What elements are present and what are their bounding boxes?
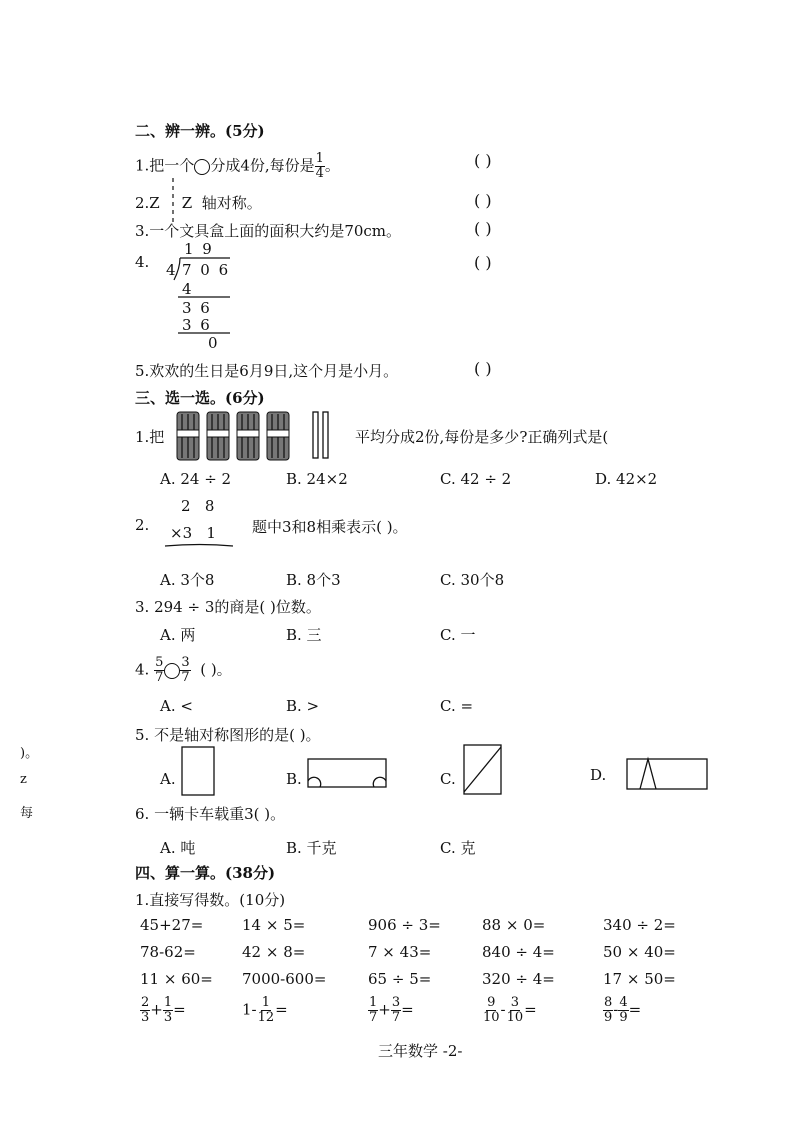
s3-q1-option-c[interactable]: C. 42 ÷ 2 [440, 470, 512, 488]
s3-q6-text: 6. 一辆卡车载重3( )。 [135, 805, 286, 823]
calc-frac-1: $\frac{2}{3}$ + $\frac{1}{3}$ = [141, 995, 186, 1025]
s3-q5-option-d[interactable]: D. [590, 766, 607, 784]
s3-q3-option-b[interactable]: B. 三 [286, 626, 322, 644]
calc-r3-c4: 320 ÷ 4= [482, 970, 555, 988]
calc-r1-c1: 45+27= [140, 916, 204, 934]
s3-q4: 4. $\frac{5}{7}$ $\frac{3}{7}$ ( )。 [135, 655, 232, 685]
multiplication-bottom: ×3 1 [170, 524, 216, 542]
s3-q5-option-a[interactable]: A. [160, 770, 176, 788]
division-step-3: 3 6 [182, 316, 212, 334]
s3-q1-option-b[interactable]: B. 24×2 [286, 470, 348, 488]
s3-q5-text: 5. 不是轴对称图形的是( )。 [135, 726, 321, 744]
calc-frac-4: $\frac{9}{10}$ - $\frac{3}{10}$ = [483, 995, 537, 1025]
s3-q6-option-c[interactable]: C. 克 [440, 839, 476, 857]
calc-r1-c4: 88 × 0= [482, 916, 546, 934]
symmetry-axis-dashed-line [168, 178, 178, 224]
section4-heading: 四、算一算。(38分) [135, 864, 276, 882]
margin-fragment-3: 每 [20, 806, 34, 821]
s3-q4-option-b[interactable]: B. > [286, 697, 320, 715]
shape-rectangle-triangle [626, 758, 708, 790]
circle-shape [194, 159, 210, 175]
calc-r1-c2: 14 × 5= [242, 916, 306, 934]
s2-question-5: 5.欢欢的生日是6月9日,这个月是小月。 [135, 362, 399, 380]
long-division-lines [174, 258, 244, 338]
multiplication-top: 2 8 [181, 497, 215, 515]
s3-q1-option-a[interactable]: A. 24 ÷ 2 [160, 470, 232, 488]
s2-question-2: 2.Z Z 轴对称。 [135, 194, 262, 212]
page-footer: 三年数学 -2- [378, 1042, 463, 1060]
s3-q2-text: 题中3和8相乘表示( )。 [252, 518, 408, 536]
shape-rectangle [181, 746, 215, 796]
section3-heading: 三、选一选。(6分) [135, 389, 265, 407]
s3-q3-text: 3. 294 ÷ 3的商是( )位数。 [135, 598, 321, 616]
calc-r1-c3: 906 ÷ 3= [368, 916, 441, 934]
s2-question-3: 3.一个文具盒上面的面积大约是70cm。 [135, 222, 402, 240]
division-dividend: 7 0 6 [182, 261, 231, 279]
calc-r2-c1: 78-62= [140, 943, 196, 961]
s3-q5-option-b[interactable]: B. [286, 770, 302, 788]
s3-q3-option-a[interactable]: A. 两 [160, 626, 196, 644]
s4-sub1: 1.直接写得数。(10分) [135, 891, 286, 909]
shape-rectangle-diagonal [463, 744, 503, 796]
calc-r3-c3: 65 ÷ 5= [368, 970, 432, 988]
division-remainder: 0 [208, 334, 218, 352]
calc-r2-c4: 840 ÷ 4= [482, 943, 555, 961]
compare-circle[interactable] [164, 663, 180, 679]
s3-q1-text: 平均分成2份,每份是多少?正确列式是( [355, 428, 609, 446]
multiplication-line [165, 542, 235, 550]
s3-q4-option-a[interactable]: A. < [160, 697, 193, 715]
division-step-2: 3 6 [182, 299, 212, 317]
margin-fragment-1: )。 [20, 746, 39, 761]
calc-r2-c3: 7 × 43= [368, 943, 432, 961]
section2-heading: 二、辨一辨。(5分) [135, 122, 265, 140]
calc-r2-c2: 42 × 8= [242, 943, 306, 961]
sticks-bundles-image [177, 410, 337, 462]
s3-q2-option-a[interactable]: A. 3个8 [160, 571, 215, 589]
s2-answer-3[interactable]: ( ) [474, 219, 492, 238]
calc-frac-5: $\frac{8}{9}$ - $\frac{4}{9}$ = [604, 995, 642, 1025]
division-step-1: 4 [182, 280, 192, 298]
calc-r3-c2: 7000-600= [242, 970, 327, 988]
s2-question-4-number: 4. [135, 253, 150, 271]
s2-answer-4[interactable]: ( ) [474, 253, 492, 272]
calc-r3-c5: 17 × 50= [603, 970, 676, 988]
s3-q1-prefix: 1.把 [135, 428, 165, 446]
calc-r2-c5: 50 × 40= [603, 943, 676, 961]
s3-q1-option-d[interactable]: D. 42×2 [595, 470, 658, 488]
s2-answer-5[interactable]: ( ) [474, 359, 492, 378]
s3-q2-number: 2. [135, 516, 150, 534]
s3-q2-option-b[interactable]: B. 8个3 [286, 571, 341, 589]
s3-q6-option-a[interactable]: A. 吨 [160, 839, 196, 857]
calc-frac-3: $\frac{1}{7}$ + $\frac{3}{7}$ = [369, 995, 414, 1025]
calc-r3-c1: 11 × 60= [140, 970, 213, 988]
s2-answer-2[interactable]: ( ) [474, 191, 492, 210]
s2-answer-1[interactable]: ( ) [474, 151, 492, 170]
division-divisor: 4 [166, 261, 176, 279]
s3-q4-option-c[interactable]: C. = [440, 697, 474, 715]
shape-rectangle-with-semicircles [307, 758, 387, 788]
s3-q6-option-b[interactable]: B. 千克 [286, 839, 337, 857]
margin-fragment-2: z [20, 772, 27, 787]
s2-question-1: 1.把一个 分成4份,每份是 $\frac{1}{4}$ 。 [135, 151, 340, 181]
calc-r1-c5: 340 ÷ 2= [603, 916, 676, 934]
s3-q2-option-c[interactable]: C. 30个8 [440, 571, 505, 589]
calc-frac-2: 1- $\frac{1}{12}$ = [242, 995, 288, 1025]
s3-q3-option-c[interactable]: C. 一 [440, 626, 476, 644]
s3-q5-option-c[interactable]: C. [440, 770, 456, 788]
division-quotient: 1 9 [184, 240, 214, 258]
